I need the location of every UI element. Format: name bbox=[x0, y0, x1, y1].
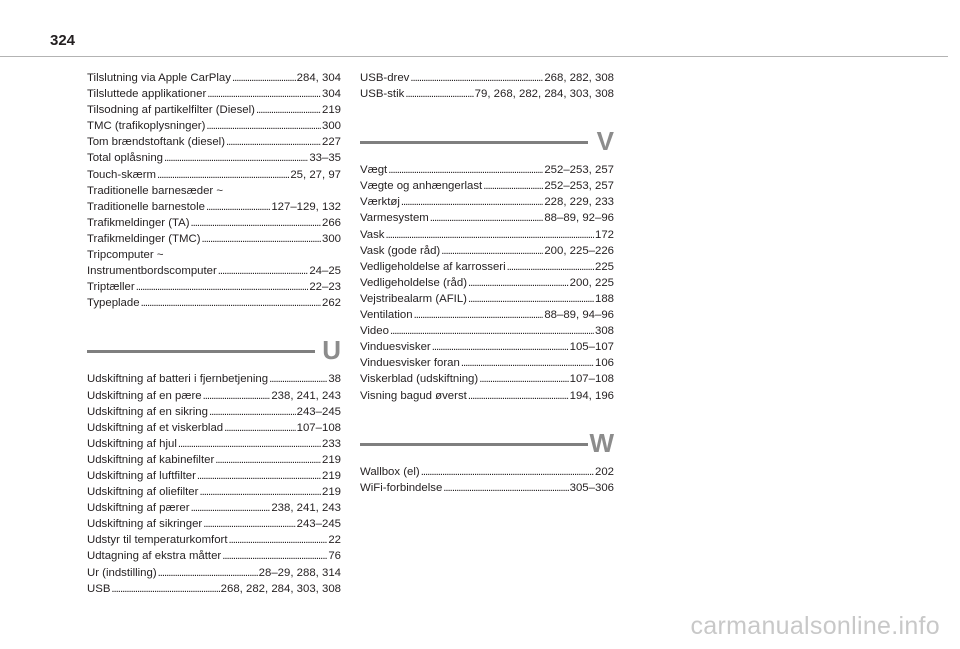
dot-leader bbox=[229, 532, 328, 548]
section-letter-w: W bbox=[589, 427, 614, 458]
index-entry bbox=[360, 464, 614, 480]
index-entry bbox=[360, 355, 614, 371]
index-entry bbox=[87, 231, 341, 247]
index-page-refs: 268, 282, 284, 303, 308 bbox=[220, 582, 341, 595]
index-group-usb bbox=[360, 70, 614, 102]
index-entry bbox=[87, 404, 341, 420]
index-page-refs: 38 bbox=[328, 373, 341, 386]
index-term: Udskiftning af oliefilter bbox=[87, 486, 199, 499]
dot-leader bbox=[405, 86, 473, 102]
page-number: 324 bbox=[50, 32, 76, 49]
index-term: Vask bbox=[360, 228, 385, 241]
index-page-refs: 105–107 bbox=[569, 341, 614, 354]
index-page-refs: 88–89, 92–96 bbox=[544, 212, 614, 225]
index-entry bbox=[87, 532, 341, 548]
index-page-refs: 194, 196 bbox=[569, 389, 614, 402]
index-term: Ventilation bbox=[360, 309, 413, 322]
index-term: TMC (trafikoplysninger) bbox=[87, 120, 206, 133]
watermark: carmanualsonline.info bbox=[690, 612, 940, 640]
index-page-refs: 22–23 bbox=[309, 281, 341, 294]
index-page-refs: 305–306 bbox=[569, 481, 614, 494]
section-header-v bbox=[360, 126, 614, 158]
index-entry bbox=[360, 178, 614, 194]
dot-leader bbox=[432, 339, 569, 355]
index-page-refs: 219 bbox=[321, 486, 341, 499]
index-entry bbox=[87, 263, 341, 279]
index-entry bbox=[87, 388, 341, 404]
index-term: WiFi-forbindelse bbox=[360, 481, 443, 494]
section-header-u bbox=[87, 335, 341, 367]
index-term: Trafikmeldinger (TMC) bbox=[87, 232, 201, 245]
index-entry bbox=[87, 295, 341, 311]
index-page-refs: 22 bbox=[328, 534, 341, 547]
index-page-refs: 243–245 bbox=[296, 518, 341, 531]
index-page-refs: 284, 304 bbox=[296, 72, 341, 84]
index-entry bbox=[87, 134, 341, 150]
index-page-refs: 252–253, 257 bbox=[544, 180, 614, 193]
dot-leader bbox=[224, 420, 296, 436]
index-term: Instrumentbordscomputer bbox=[87, 265, 217, 278]
dot-leader bbox=[199, 484, 321, 500]
index-term: Tilsodning af partikelfilter (Diesel) bbox=[87, 104, 255, 117]
index-page-refs: 28–29, 288, 314 bbox=[258, 566, 341, 579]
dot-leader bbox=[226, 134, 321, 150]
index-entry bbox=[87, 484, 341, 500]
index-term: Udskiftning af kabinefilter bbox=[87, 453, 215, 466]
index-entry bbox=[360, 307, 614, 323]
index-page-refs: 200, 225–226 bbox=[544, 244, 614, 257]
dot-leader bbox=[468, 388, 569, 404]
index-page-refs: 238, 241, 243 bbox=[271, 502, 341, 515]
index-page-refs: 266 bbox=[321, 216, 341, 229]
index-entry bbox=[87, 581, 341, 597]
index-page-refs: 219 bbox=[321, 469, 341, 482]
index-page-refs: 172 bbox=[594, 228, 614, 241]
section-header-w bbox=[360, 428, 614, 460]
index-page-refs: 233 bbox=[321, 437, 341, 450]
dot-leader bbox=[468, 291, 594, 307]
index-page-refs: 188 bbox=[594, 292, 614, 305]
index-entry bbox=[87, 500, 341, 516]
index-term: Udskiftning af sikringer bbox=[87, 518, 203, 531]
index-term: Vedligeholdelse (råd) bbox=[360, 276, 468, 289]
index-term: Visning bagud øverst bbox=[360, 389, 467, 402]
index-term: Tom brændstoftank (diesel) bbox=[87, 136, 226, 149]
index-term: Tilsluttede applikationer bbox=[87, 88, 207, 101]
index-page-refs: 308 bbox=[594, 325, 614, 338]
index-entry bbox=[360, 480, 614, 496]
index-entry bbox=[87, 279, 341, 295]
index-page-refs: 88–89, 94–96 bbox=[544, 309, 614, 322]
dot-leader bbox=[390, 323, 594, 339]
index-page-refs: 304 bbox=[321, 88, 341, 101]
dot-leader bbox=[207, 86, 321, 102]
index-term: Traditionelle barnesæder ~ bbox=[87, 184, 224, 197]
index-term: Trafikmeldinger (TA) bbox=[87, 216, 190, 229]
index-page-refs: 79, 268, 282, 284, 303, 308 bbox=[474, 88, 614, 101]
index-entry bbox=[360, 388, 614, 404]
dot-leader bbox=[158, 565, 258, 581]
dot-leader bbox=[441, 243, 543, 259]
index-page-refs: 238, 241, 243 bbox=[271, 389, 341, 402]
index-term: Vejstribealarm (AFIL) bbox=[360, 292, 467, 305]
index-page-refs: 33–35 bbox=[309, 152, 341, 165]
index-page-refs: 200, 225 bbox=[569, 276, 614, 289]
index-entry bbox=[87, 215, 341, 231]
index-page-refs: 127–129, 132 bbox=[271, 200, 341, 213]
index-term: Udskiftning af batteri i fjernbetjening bbox=[87, 373, 269, 386]
dot-leader bbox=[256, 102, 321, 118]
index-page-refs: 225 bbox=[594, 260, 614, 273]
index-column-right bbox=[360, 70, 614, 496]
index-entry bbox=[360, 86, 614, 102]
index-entry bbox=[360, 323, 614, 339]
index-group-v bbox=[360, 162, 614, 403]
index-term: Udskiftning af en pære bbox=[87, 389, 202, 402]
index-term: Vægt bbox=[360, 164, 388, 177]
dot-leader bbox=[164, 150, 308, 166]
dot-leader bbox=[222, 548, 327, 564]
index-entry bbox=[87, 516, 341, 532]
dot-leader bbox=[385, 227, 594, 243]
index-page-refs: 24–25 bbox=[309, 265, 341, 278]
dot-leader bbox=[430, 210, 544, 226]
index-page-refs: 300 bbox=[321, 232, 341, 245]
index-entry bbox=[87, 420, 341, 436]
index-term: Udstyr til temperaturkomfort bbox=[87, 534, 228, 547]
dot-leader bbox=[461, 355, 594, 371]
dot-leader bbox=[468, 275, 569, 291]
index-page-refs: 252–253, 257 bbox=[544, 164, 614, 177]
top-rule bbox=[0, 56, 948, 57]
index-entry bbox=[360, 291, 614, 307]
index-entry bbox=[87, 118, 341, 134]
index-term: Værktøj bbox=[360, 196, 400, 209]
index-entry bbox=[360, 339, 614, 355]
index-page-refs: 25, 27, 97 bbox=[290, 168, 341, 181]
section-letter-v: V bbox=[596, 126, 614, 157]
section-letter-u: U bbox=[322, 335, 341, 366]
index-entry bbox=[360, 70, 614, 86]
index-entry bbox=[87, 371, 341, 387]
index-entry bbox=[360, 162, 614, 178]
dot-leader bbox=[111, 581, 219, 597]
index-page-refs: 243–245 bbox=[296, 405, 341, 418]
dot-leader bbox=[388, 162, 543, 178]
dot-leader bbox=[421, 464, 594, 480]
dot-leader bbox=[209, 404, 296, 420]
index-entry bbox=[360, 371, 614, 387]
index-group-t bbox=[87, 70, 341, 311]
index-term: Udtagning af ekstra måtter bbox=[87, 550, 222, 563]
index-entry bbox=[87, 199, 341, 215]
index-term: Udskiftning af pærer bbox=[87, 502, 190, 515]
index-term: Video bbox=[360, 325, 389, 338]
index-column-left bbox=[87, 70, 341, 597]
dot-leader bbox=[203, 516, 295, 532]
index-page-refs: 106 bbox=[594, 357, 614, 370]
section-divider bbox=[360, 141, 588, 144]
dot-leader bbox=[202, 231, 321, 247]
index-entry bbox=[360, 210, 614, 226]
index-term: Vask (gode råd) bbox=[360, 244, 441, 257]
index-term: USB bbox=[87, 582, 111, 595]
dot-leader bbox=[507, 259, 594, 275]
index-term: Traditionelle barnestole bbox=[87, 200, 205, 213]
dot-leader bbox=[191, 215, 321, 231]
dot-leader bbox=[203, 388, 271, 404]
index-entry bbox=[87, 436, 341, 452]
section-divider bbox=[360, 443, 588, 446]
index-entry bbox=[87, 70, 341, 86]
index-page-refs: 227 bbox=[321, 136, 341, 149]
index-entry bbox=[87, 247, 341, 263]
index-page-refs: 219 bbox=[321, 104, 341, 117]
index-term: Udskiftning af luftfilter bbox=[87, 469, 196, 482]
dot-leader bbox=[191, 500, 271, 516]
index-term: Typeplade bbox=[87, 297, 140, 310]
index-term: Triptæller bbox=[87, 281, 135, 294]
index-term: Vinduesvisker bbox=[360, 341, 431, 354]
index-page-refs: 76 bbox=[328, 550, 341, 563]
index-page-refs: 107–108 bbox=[569, 373, 614, 386]
dot-leader bbox=[157, 167, 289, 183]
index-term: Vinduesvisker foran bbox=[360, 357, 460, 370]
index-entry bbox=[87, 150, 341, 166]
dot-leader bbox=[443, 480, 568, 496]
index-group-w bbox=[360, 464, 614, 496]
index-term: Vægte og anhængerlast bbox=[360, 180, 483, 193]
index-entry bbox=[87, 468, 341, 484]
index-term: Viskerblad (udskiftning) bbox=[360, 373, 479, 386]
index-page-refs: 262 bbox=[321, 297, 341, 310]
index-term: Total oplåsning bbox=[87, 152, 163, 165]
dot-leader bbox=[136, 279, 309, 295]
index-term: USB-drev bbox=[360, 72, 410, 84]
index-entry bbox=[87, 548, 341, 564]
dot-leader bbox=[215, 452, 321, 468]
index-page-refs: 300 bbox=[321, 120, 341, 133]
index-term: USB-stik bbox=[360, 88, 405, 101]
index-term: Touch-skærm bbox=[87, 168, 156, 181]
dot-leader bbox=[401, 194, 543, 210]
index-entry bbox=[87, 183, 341, 199]
index-entry bbox=[360, 259, 614, 275]
dot-leader bbox=[218, 263, 309, 279]
dot-leader bbox=[178, 436, 321, 452]
dot-leader bbox=[141, 295, 321, 311]
index-page-refs: 228, 229, 233 bbox=[544, 196, 614, 209]
dot-leader bbox=[479, 371, 568, 387]
dot-leader bbox=[206, 199, 270, 215]
index-term: Udskiftning af et viskerblad bbox=[87, 421, 224, 434]
dot-leader bbox=[414, 307, 544, 323]
index-entry bbox=[87, 167, 341, 183]
index-term: Tripcomputer ~ bbox=[87, 249, 164, 262]
index-group-u bbox=[87, 371, 341, 596]
index-term: Varmesystem bbox=[360, 212, 429, 225]
index-term: Udskiftning af en sikring bbox=[87, 405, 208, 418]
index-page-refs: 268, 282, 308 bbox=[544, 72, 614, 84]
index-entry bbox=[87, 565, 341, 581]
index-entry bbox=[360, 243, 614, 259]
dot-leader bbox=[410, 70, 543, 86]
index-entry bbox=[360, 227, 614, 243]
section-divider bbox=[87, 350, 315, 353]
index-term: Wallbox (el) bbox=[360, 465, 420, 478]
dot-leader bbox=[269, 371, 327, 387]
index-term: Udskiftning af hjul bbox=[87, 437, 177, 450]
index-term: Vedligeholdelse af karrosseri bbox=[360, 260, 506, 273]
index-entry bbox=[360, 194, 614, 210]
index-entry bbox=[87, 86, 341, 102]
index-term: Ur (indstilling) bbox=[87, 566, 157, 579]
index-page-refs: 107–108 bbox=[296, 421, 341, 434]
dot-leader bbox=[232, 70, 296, 86]
index-entry bbox=[360, 275, 614, 291]
dot-leader bbox=[206, 118, 321, 134]
dot-leader bbox=[483, 178, 543, 194]
index-page-refs: 219 bbox=[321, 453, 341, 466]
index-page-refs: 202 bbox=[594, 465, 614, 478]
index-entry bbox=[87, 102, 341, 118]
index-entry bbox=[87, 452, 341, 468]
index-term: Tilslutning via Apple CarPlay bbox=[87, 72, 231, 84]
dot-leader bbox=[197, 468, 321, 484]
